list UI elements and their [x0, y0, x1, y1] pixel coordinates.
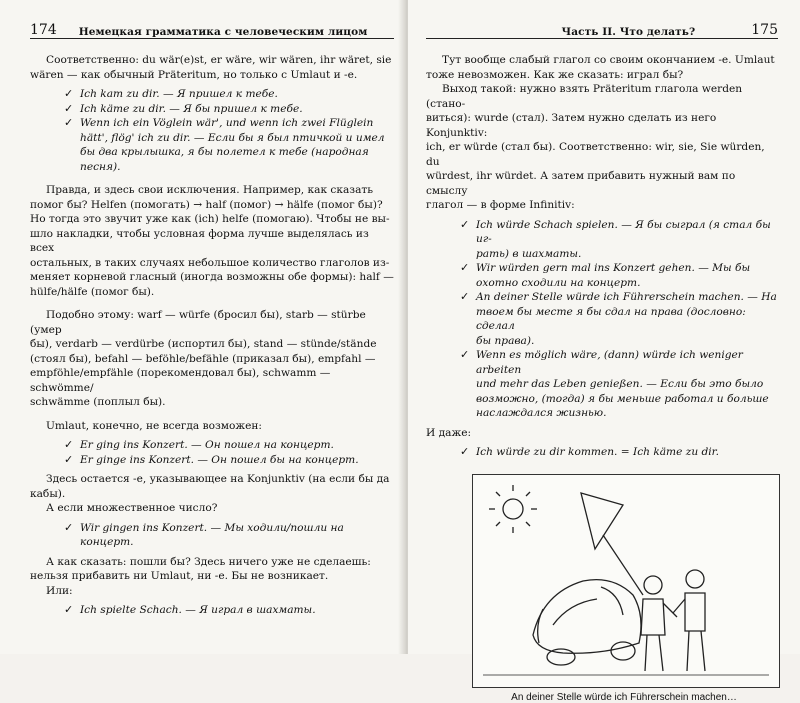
- example-line: ✓ Wenn ich ein Vöglein wär', und wenn ich zwei Flüglein: [64, 116, 374, 129]
- right-page: [408, 0, 800, 703]
- text-line: hülfe/hälfe (помог бы).: [30, 285, 155, 298]
- text-line: Или:: [46, 584, 73, 597]
- text-line: кабы).: [30, 487, 66, 500]
- text-line: Здесь остается -e, указывающее на Konjunktiv (на если бы да: [46, 473, 390, 485]
- checkmark-icon: ✓: [64, 101, 74, 115]
- text-line: wären — как обычный Präteritum, но только с Umlaut и -e.: [30, 68, 358, 81]
- text-line: остальных, в таких случаях небольшое количество глаголов из-: [30, 256, 390, 269]
- text-line: würdest, ihr würdet. А затем прибавить нужный вам по смыслу: [426, 170, 736, 197]
- text-line: Выход такой: нужно взять Präteritum глагола werden (стано-: [426, 83, 743, 110]
- crashed-car-icon: [533, 579, 641, 664]
- example-line: ✓ Wir gingen ins Konzert. — Мы ходили/пошли на концерт.: [64, 520, 344, 548]
- checkmark-icon: ✓: [64, 520, 74, 534]
- checkmark-icon: ✓: [64, 452, 74, 466]
- example-line: ✓ Ich spielte Schach. — Я играл в шахматы.: [64, 603, 316, 616]
- example-line: охотно сходили на концерт.: [476, 276, 641, 289]
- checkmark-icon: ✓: [64, 438, 74, 451]
- example-line: возможно, (тогда) я бы меньше работал и больше: [476, 392, 769, 405]
- left-running-head: [30, 14, 394, 39]
- text-line: Правда, и здесь свои исключения. Например, как сказать: [46, 184, 374, 196]
- example-line: ✓ Ich kam zu dir. — Я пришел к тебе.: [64, 87, 278, 100]
- example-line: песня).: [80, 160, 121, 173]
- sun-icon: [489, 485, 537, 533]
- text-line: тоже невозможен. Как же сказать: играл бы?: [426, 68, 684, 81]
- example-line: ✓ Ich käme zu dir. — Я бы пришел к тебе.: [64, 101, 303, 115]
- example-line: бы права).: [476, 334, 535, 347]
- example-line: und mehr das Leben genießen. — Если бы это было: [476, 378, 764, 390]
- cartoon-illustration: [472, 474, 780, 688]
- checkmark-icon: ✓: [64, 603, 74, 616]
- checkmark-icon: ✓: [460, 348, 470, 361]
- text-line: А если множественное число?: [46, 502, 218, 514]
- person-icon: [641, 576, 677, 671]
- example-line: рать) в шахматы.: [476, 247, 582, 260]
- example-line: ✓ Wir würden gern mal ins Konzert gehen. — Мы бы: [460, 261, 751, 274]
- left-page: [0, 0, 404, 654]
- text-line: (стоял бы), befahl — beföhle/befähle (приказал бы), empfahl —: [30, 352, 376, 365]
- example-line: ✓ Er ginge ins Konzert. — Он пошел бы на концерт.: [64, 452, 359, 466]
- checkmark-icon: ✓: [64, 87, 74, 100]
- example-line: ✓ Ich würde zu dir kommen. = Ich käme zu dir.: [460, 445, 719, 458]
- example-line: твоем бы месте я бы сдал на права (дословно: сделал: [476, 305, 746, 332]
- running-head-title-right: Часть II. Что делать?: [561, 26, 696, 38]
- text-line: Umlaut, конечно, не всегда возможен:: [46, 419, 263, 432]
- text-line: schwämme (поплыл бы).: [30, 396, 166, 408]
- example-line: hätt', flög' ich zu dir. — Если бы я был птичкой и имел: [80, 131, 385, 144]
- text-line: empföhle/empfähle (порекомендовал бы), schwamm — schwömme/: [30, 367, 331, 394]
- example-line: ✓ Er ging ins Konzert. — Он пошел на концерт.: [64, 438, 334, 451]
- running-head-title-left: Немецкая грамматика с человеческим лицом: [78, 26, 368, 38]
- checkmark-icon: ✓: [460, 445, 470, 458]
- text-line: глагол — в форме Infinitiv:: [426, 199, 575, 211]
- page-number-left: 174: [30, 22, 57, 38]
- right-running-head: [426, 14, 778, 39]
- text-line: шло накладки, чтобы условная форма лучше выделялась из всех: [30, 227, 369, 254]
- checkmark-icon: ✓: [460, 217, 470, 231]
- text-line: помог бы? Helfen (помогать) → half (помог) → hälfe (помог бы)?: [30, 198, 383, 211]
- text-line: бы), verdarb — verdürbe (испортил бы), stand — stünde/stände: [30, 338, 377, 350]
- text-line: И даже:: [426, 426, 472, 439]
- checkmark-icon: ✓: [460, 261, 470, 274]
- example-line: ✓ An deiner Stelle würde ich Führerschein machen. — На: [460, 290, 777, 303]
- example-line: бы два крылышка, я бы полетел к тебе (народная: [80, 146, 369, 158]
- text-line: меняет корневой гласный (иногда возможны обе формы): half —: [30, 271, 394, 283]
- text-line: нельзя прибавить ни Umlaut, ни -e. Бы не возникает.: [30, 570, 329, 582]
- text-line: виться): wurde (стал). Затем нужно сделать из него Konjunktiv:: [426, 112, 717, 139]
- text-line: ich, er würde (стал бы). Соответственно: wir, sie, Sie würden, du: [426, 141, 765, 168]
- example-line: ✓ Ich würde Schach spielen. — Я бы сыграл (я стал бы иг-: [460, 217, 771, 245]
- text-line: А как сказать: пошли бы? Здесь ничего уже не сделаешь:: [46, 555, 371, 568]
- text-line: Тут вообще слабый глагол со своим окончанием -e. Umlaut: [442, 54, 775, 66]
- checkmark-icon: ✓: [460, 290, 470, 303]
- figure-caption: An deiner Stelle würde ich Führerschein machen…: [511, 691, 737, 703]
- example-line: наслаждался жизнью.: [476, 407, 607, 419]
- text-line: Подобно этому: warf — würfe (бросил бы), starb — stürbe (умер: [30, 309, 366, 336]
- checkmark-icon: ✓: [64, 116, 74, 129]
- text-line: Соответственно: du wär(e)st, er wäre, wir wären, ihr wäret, sie: [46, 54, 392, 66]
- text-line: Но тогда это звучит уже как (ich) helfe (помогаю). Чтобы не вы-: [30, 213, 390, 225]
- example-line: ✓ Wenn es möglich wäre, (dann) würde ich weniger arbeiten: [460, 348, 743, 376]
- person-icon: [673, 570, 705, 671]
- page-number-right: 175: [751, 22, 778, 38]
